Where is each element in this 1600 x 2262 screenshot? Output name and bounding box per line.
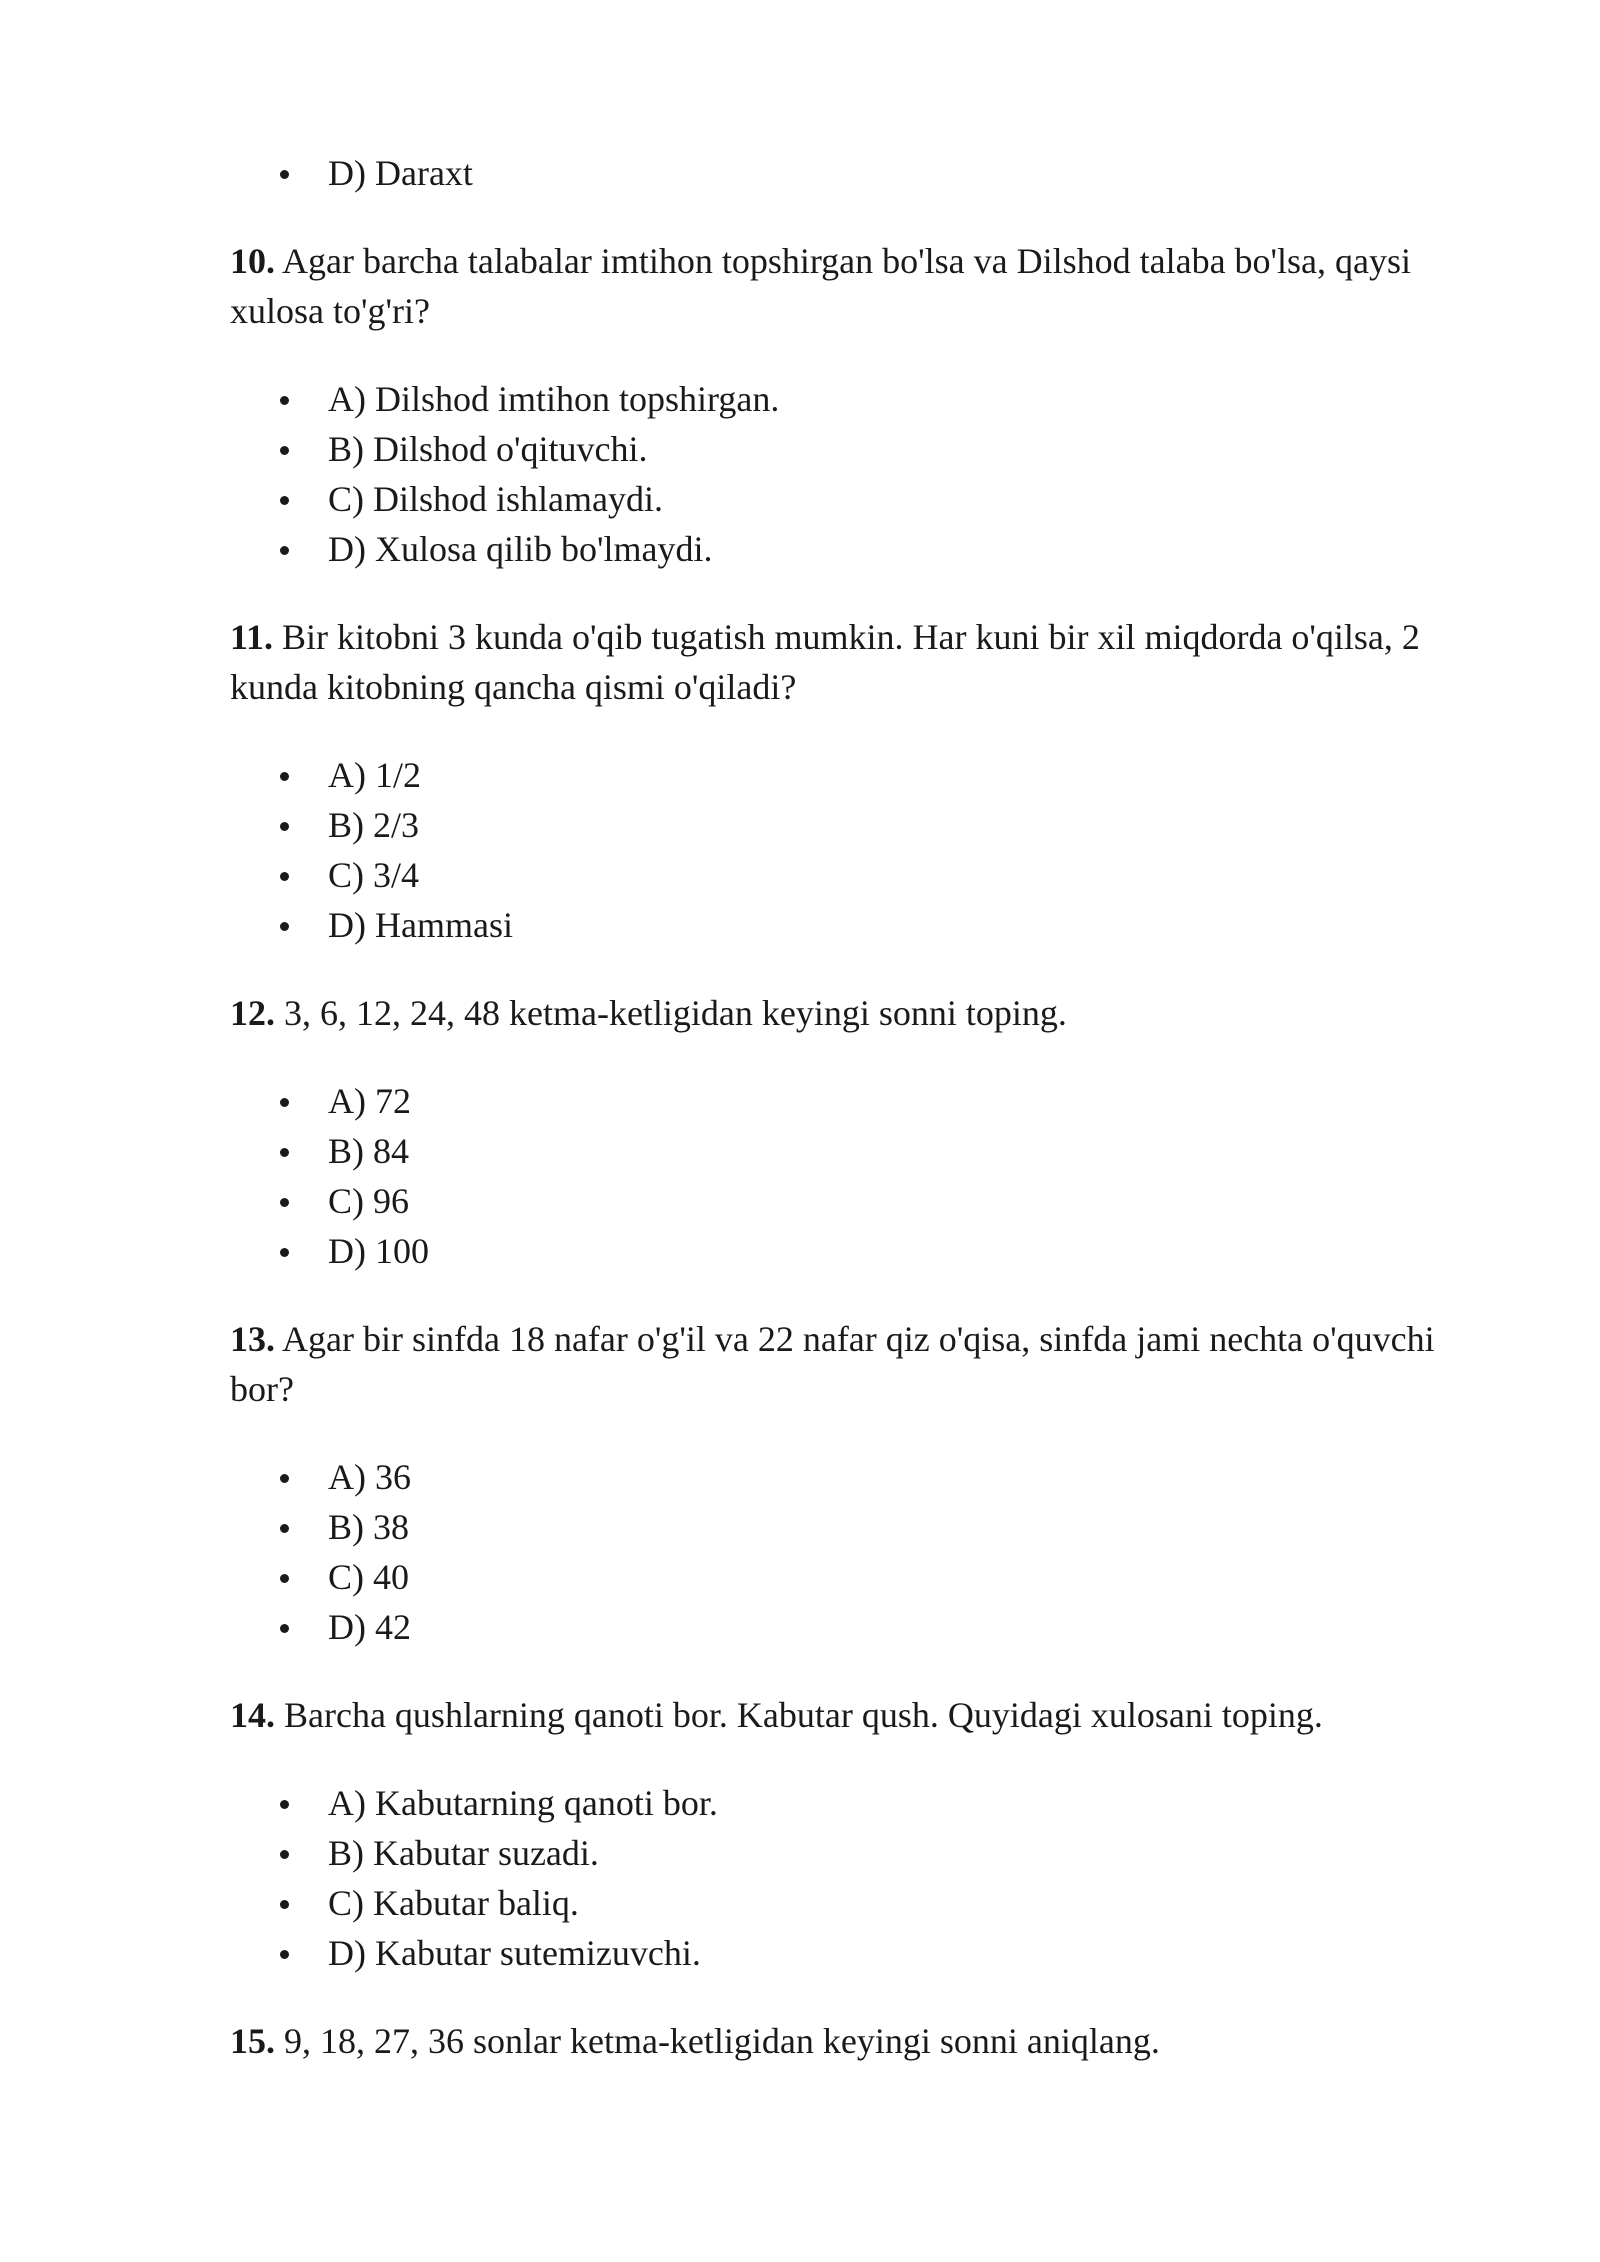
option-item — [230, 1126, 1500, 1176]
option-list — [230, 1076, 1500, 1276]
question-text: Agar bir sinfda 18 nafar o'g'il va 22 nafar qiz o'qisa, sinfda jami nechta o'quvchi bor? — [230, 1319, 1435, 1409]
bullet-icon — [280, 446, 289, 455]
bullet-icon — [280, 1148, 289, 1157]
question-13 — [230, 1314, 1500, 1414]
bullet-icon — [280, 1474, 289, 1483]
bullet-icon — [280, 1950, 289, 1959]
bullet-icon — [280, 1574, 289, 1583]
option-text: D) 100 — [328, 1231, 429, 1271]
option-text: A) 36 — [328, 1457, 411, 1497]
option-item — [230, 1778, 1500, 1828]
option-item — [230, 1928, 1500, 1978]
option-text: B) 84 — [328, 1131, 409, 1171]
option-text: A) 72 — [328, 1081, 411, 1121]
option-text: A) Dilshod imtihon topshirgan. — [328, 379, 780, 419]
bullet-icon — [280, 1198, 289, 1207]
option-item — [230, 474, 1500, 524]
bullet-icon — [280, 1850, 289, 1859]
option-list — [230, 374, 1500, 574]
option-text: B) Dilshod o'qituvchi. — [328, 429, 648, 469]
option-item — [230, 524, 1500, 574]
option-item — [230, 1076, 1500, 1126]
option-item — [230, 1502, 1500, 1552]
option-text: C) 96 — [328, 1181, 409, 1221]
option-list — [230, 1452, 1500, 1652]
bullet-icon — [280, 496, 289, 505]
option-text: B) 2/3 — [328, 805, 420, 845]
question-number: 15. — [230, 2021, 275, 2061]
option-item — [230, 1602, 1500, 1652]
option-item — [230, 850, 1500, 900]
bullet-icon — [280, 772, 289, 781]
question-number: 13. — [230, 1319, 275, 1359]
bullet-icon — [280, 170, 289, 179]
bullet-icon — [280, 1524, 289, 1533]
question-14 — [230, 1690, 1500, 1740]
option-list — [230, 1778, 1500, 1978]
bullet-icon — [280, 922, 289, 931]
option-item — [230, 750, 1500, 800]
question-12 — [230, 988, 1500, 1038]
question-number: 14. — [230, 1695, 275, 1735]
option-item — [230, 1878, 1500, 1928]
option-text: A) 1/2 — [328, 755, 421, 795]
option-text: C) 3/4 — [328, 855, 420, 895]
option-item — [230, 148, 1500, 198]
option-text: D) 42 — [328, 1607, 411, 1647]
question-15 — [230, 2016, 1500, 2066]
question-text: 3, 6, 12, 24, 48 ketma-ketligidan keyingi sonni toping. — [275, 993, 1067, 1033]
option-item — [230, 1452, 1500, 1502]
question-number: 11. — [230, 617, 274, 657]
option-text: C) 40 — [328, 1557, 409, 1597]
bullet-icon — [280, 546, 289, 555]
bullet-icon — [280, 1098, 289, 1107]
option-item — [230, 1552, 1500, 1602]
option-text: D) Xulosa qilib bo'lmaydi. — [328, 529, 713, 569]
bullet-icon — [280, 396, 289, 405]
option-list — [230, 750, 1500, 950]
option-item — [230, 900, 1500, 950]
bullet-icon — [280, 1800, 289, 1809]
bullet-icon — [280, 1624, 289, 1633]
option-item — [230, 800, 1500, 850]
quiz-content — [230, 148, 1500, 2104]
option-item — [230, 1176, 1500, 1226]
option-text: D) Kabutar sutemizuvchi. — [328, 1933, 701, 1973]
option-text: D) Hammasi — [328, 905, 513, 945]
option-text: B) Kabutar suzadi. — [328, 1833, 599, 1873]
option-text: B) 38 — [328, 1507, 409, 1547]
option-text: A) Kabutarning qanoti bor. — [328, 1783, 718, 1823]
question-text: Bir kitobni 3 kunda o'qib tugatish mumkin. Har kuni bir xil miqdorda o'qilsa, 2 kunda kitobning qancha qismi o'qiladi? — [230, 617, 1420, 707]
question-number: 12. — [230, 993, 275, 1033]
question-text: Agar barcha talabalar imtihon topshirgan bo'lsa va Dilshod talaba bo'lsa, qaysi xulosa to'g'ri? — [230, 241, 1412, 331]
question-10 — [230, 236, 1500, 336]
question-text: Barcha qushlarning qanoti bor. Kabutar qush. Quyidagi xulosani toping. — [275, 1695, 1323, 1735]
bullet-icon — [280, 1900, 289, 1909]
question-number: 10. — [230, 241, 275, 281]
option-text: C) Kabutar baliq. — [328, 1883, 579, 1923]
option-item — [230, 424, 1500, 474]
bullet-icon — [280, 1248, 289, 1257]
option-text: D) Daraxt — [328, 153, 473, 193]
question-11 — [230, 612, 1500, 712]
option-item — [230, 1828, 1500, 1878]
bullet-icon — [280, 872, 289, 881]
option-item — [230, 374, 1500, 424]
bullet-icon — [280, 822, 289, 831]
question-text: 9, 18, 27, 36 sonlar ketma-ketligidan keyingi sonni aniqlang. — [275, 2021, 1160, 2061]
option-list — [230, 148, 1500, 198]
option-text: C) Dilshod ishlamaydi. — [328, 479, 663, 519]
option-item — [230, 1226, 1500, 1276]
